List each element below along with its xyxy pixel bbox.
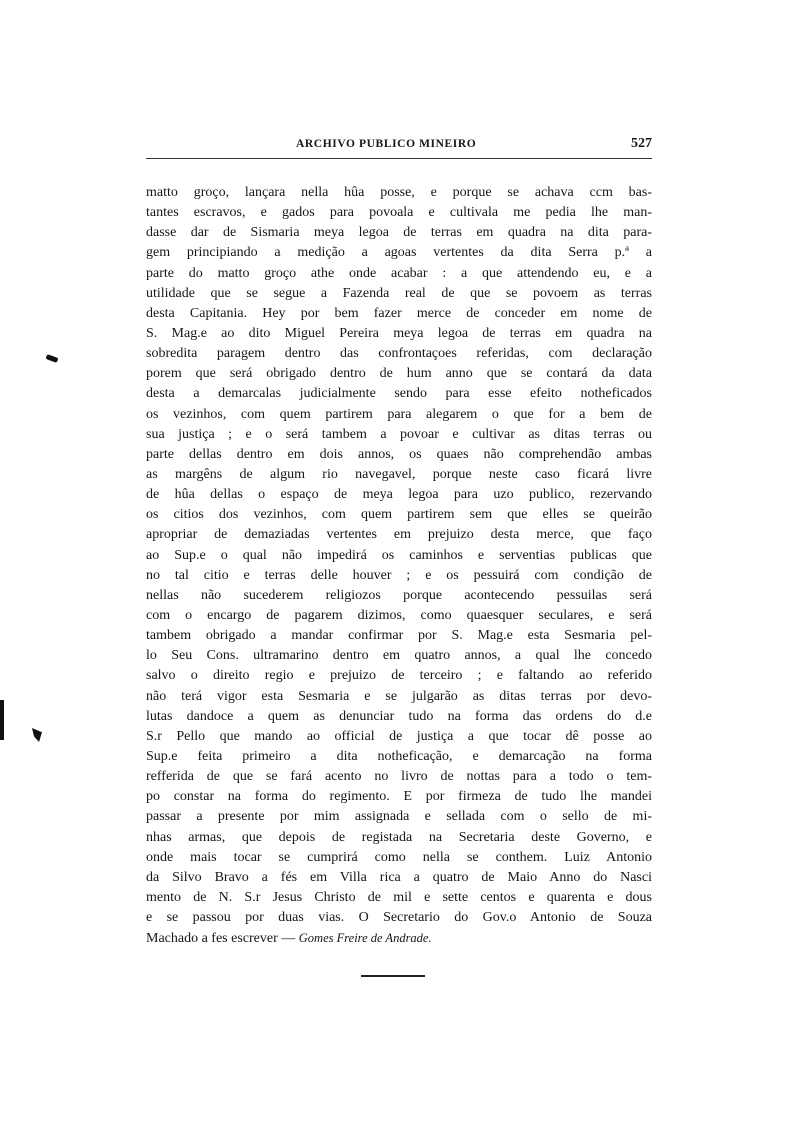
text-line: lutas dandoce a quem as denunciar tudo na forma das ordens do d.e xyxy=(146,708,652,724)
text-line: de hûa dellas o espaço de meya legoa para uzo publico, rezervando xyxy=(146,487,652,503)
text-line: desta Capitania. Hey por bem fazer merce de conceder em nome de xyxy=(146,305,652,321)
margin-mark xyxy=(46,354,59,363)
text-line: dasse dar de Sismaria meya legoa de terras em quadra na dita para- xyxy=(146,225,652,241)
text-line: tantes escravos, e gados para povoala e cultivala me pedia lhe man- xyxy=(146,205,652,221)
running-header xyxy=(146,136,652,156)
text-line: sua justiça ; e o será tambem a povoar e cultivar as ditas terras ou xyxy=(146,426,652,442)
text-line: S. Mag.e ao dito Miguel Pereira meya legoa de terras em quadra na xyxy=(146,325,652,341)
text-line: apropriar de demaziadas vertentes em prejuizo desta merce, que faço xyxy=(146,527,652,543)
text-line: parte dellas dentro em dois annos, os quaes não comprehendão ambas xyxy=(146,446,652,462)
text-line: gem principiando a medição a agoas vertentes da dita Serra p.ª a xyxy=(146,245,652,261)
text-line: com o encargo de pagarem dizimos, como quaesquer seculares, e será xyxy=(146,607,652,623)
text-line: matto groço, lançara nella hûa posse, e porque se achava ccm bas- xyxy=(146,185,652,200)
text-line: da Silvo Bravo a fés em Villa rica a quatro de Maio Anno do Nasci xyxy=(146,869,652,885)
text-line: po constar na forma do regimento. E por firmeza de tudo lhe mandei xyxy=(146,789,652,805)
text-line: salvo o direito regio e prejuizo de terceiro ; e faltando ao referido xyxy=(146,668,652,684)
header-rule xyxy=(146,158,652,159)
end-rule xyxy=(361,975,425,977)
text-line: as margêns de algum rio navegavel, porque neste caso ficará livre xyxy=(146,466,652,482)
text-line: no tal citio e terras delle houver ; e os pessuirá com condição de xyxy=(146,567,652,583)
text-line: utilidade que se segue a Fazenda real de que se povoem as terras xyxy=(146,285,652,301)
text-line: ao Sup.e o qual não impedirá os caminhos e serventias publicas que xyxy=(146,547,652,563)
signature: Gomes Freire de Andrade. xyxy=(298,931,432,946)
text-line: e se passou por duas vias. O Secretario do Gov.o Antonio de Souza xyxy=(146,910,652,926)
closing-line xyxy=(146,928,652,948)
closing-text: Machado a fes escrever — xyxy=(146,931,296,947)
running-header-title: ARCHIVO PUBLICO MINEIRO xyxy=(296,138,477,150)
document-body xyxy=(146,183,652,948)
text-line: porem que será obrigado dentro de hum anno que se contará da data xyxy=(146,366,652,382)
text-line: nellas não sucederem religiozos porque acontecendo pessuilas será xyxy=(146,587,652,603)
margin-mark xyxy=(0,700,4,740)
text-line: os citios dos vezinhos, com quem partirem sem que elles se queirão xyxy=(146,507,652,523)
text-line: refferida de que se fará acento no livro de nottas para a todo o tem- xyxy=(146,769,652,785)
text-line: desta a demarcalas judicialmente sendo para esse efeito notheficados xyxy=(146,386,652,402)
text-line: passar a presente por mim assignada e sellada com o sello de mi- xyxy=(146,809,652,825)
text-line: parte do matto groço athe onde acabar : a que attendendo eu, e a xyxy=(146,265,652,281)
text-line: nhas armas, que depois de registada na Secretaria deste Governo, e xyxy=(146,829,652,845)
text-line: sobredita paragem dentro das confrontaçoes referidas, com declaração xyxy=(146,346,652,362)
text-line: lo Seu Cons. ultramarino dentro em quatro annos, a qual lhe concedo xyxy=(146,648,652,664)
text-line: não terá vigor esta Sesmaria e se julgarão as ditas terras por devo- xyxy=(146,688,652,704)
text-line: mento de N. S.r Jesus Christo de mil e sette centos e quarenta e dous xyxy=(146,889,652,905)
text-line: Sup.e feita primeiro a dita notheficação, e demarcação na forma xyxy=(146,748,652,764)
text-line: os vezinhos, com quem partirem para alegarem o que for a bem de xyxy=(146,406,652,422)
margin-mark xyxy=(32,728,42,742)
page-number: 527 xyxy=(631,136,652,151)
text-line: tambem obrigado a mandar confirmar por S. Mag.e esta Sesmaria pel- xyxy=(146,628,652,644)
text-line: onde mais tocar se cumprirá como nella se conthem. Luiz Antonio xyxy=(146,849,652,865)
text-line: S.r Pello que mando ao official de justiça a que tocar dê posse ao xyxy=(146,728,652,744)
